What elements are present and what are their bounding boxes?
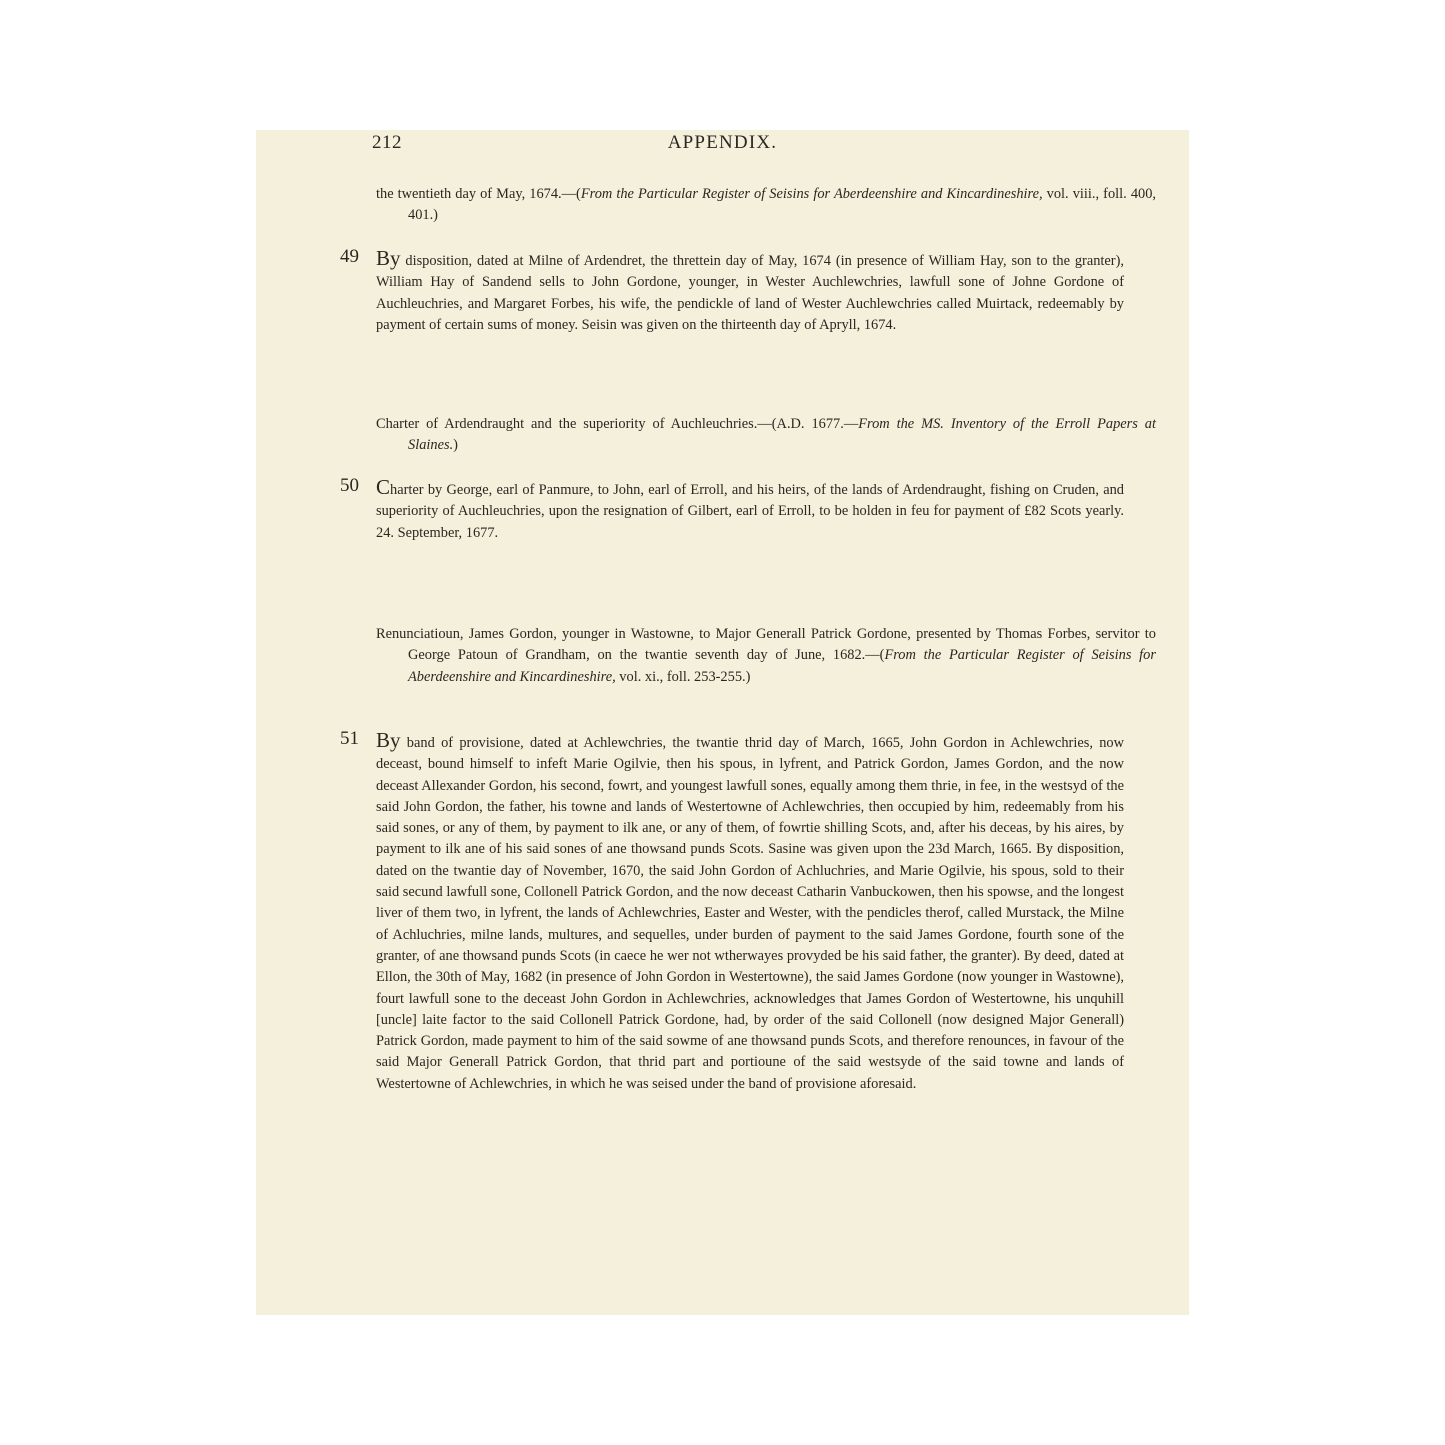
entry-50 (340, 475, 1124, 544)
entry-initial: C (376, 475, 391, 499)
entry-number: 51 (340, 728, 359, 749)
entry-number: 50 (340, 475, 359, 496)
book-page (256, 130, 1189, 1315)
running-head (256, 130, 1189, 160)
continuation-text: the twentieth day of May, 1674.—( (376, 186, 581, 202)
renunciation-heading-text: Renunciatioun, James Gordon, younger in Wastowne, to Major Generall Patrick Gordone, presented by Thomas Forbes, servitor to George Patoun of Grandham, on the twantie seventh day of June, 1682.—( (376, 626, 1156, 664)
continuation-source: From the Particular Register of Seisins for Aberdeenshire and Kincardineshire, (580, 186, 1043, 202)
charter-heading-source: From the MS. Inventory of the Erroll Papers at Slaines. (408, 416, 1156, 454)
page-number: 212 (372, 132, 402, 153)
charter-heading (376, 414, 1156, 457)
entry-text: disposition, dated at Milne of Ardendret, the threttein day of May, 1674 (in presence of William Hay, son to the granter), William Hay of Sandend sells to John Gordone, younger, in Wester Auchlewchries, lawfull sone of Johne Gordone of Auchleuchries, and Margaret Forbes, his wife, the pendickle of land of Wester Auchlewchries called Muirtack, redeemably by payment of certain sums of money. Seisin was given on the thirteenth day of Apryll, 1674. (376, 253, 1124, 333)
continuation-tail: vol. viii., foll. 400, 401.) (408, 186, 1156, 224)
renunciation-heading (376, 624, 1156, 688)
header-title: APPENDIX. (667, 132, 778, 153)
entry-text: harter by George, earl of Panmure, to John, earl of Erroll, and his heirs, of the lands of Ardendraught, fishing on Cruden, and superiority of Auchleuchries, upon the resignation of Gilbert, earl of Erroll, to be holden in feu for payment of £82 Scots yearly. 24. September, 1677. (376, 482, 1124, 541)
continuation-paragraph (376, 184, 1156, 227)
entry-51 (340, 728, 1124, 1095)
entry-text: band of provisione, dated at Achlewchries, the twantie thrid day of March, 1665, John Gordon in Achlewchries, now deceast, bound himself to infeft Marie Ogilvie, then his spous, in lyfrent, and Patrick Gordon, James Gordon, and the now deceast Allexander Gordon, his second, fowrt, and youngest lawfull sones, equally among them thrie, in fee, in the westsyd of the said John Gordon, the father, his towne and lands of Westertowne of Achlewchries, then occupied by him, redeemably from his said sones, or any of them, by payment to ilk ane, or any of them, of fowrtie shilling Scots, and, after his deceas, by his aires, by payment to ilk ane of his said sones of ane thowsand punds Scots. Sasine was given upon the 23d March, 1665. By disposition, dated on the twantie day of November, 1670, the said John Gordon of Achluchries, and Marie Ogilvie, his spous, sold to their said secund lawfull sone, Collonell Patrick Gordon, and the now deceast Catharin Vanbuckowen, then his spowse, and the longest liver of them two, in lyfrent, the lands of Achlewchries, Easter and Wester, with the pendicles therof, called Murstack, the Milne of Achluchries, milne lands, multures, and sequelles, under burden of payment to the said James Gordone, fourth sone of the granter, of ane thowsand punds Scots (in caece he wer not wtherwayes provyded be his said father, the granter). By deed, dated at Ellon, the 30th of May, 1682 (in presence of John Gordon in Westertowne), the said James Gordone (now younger in Wastowne), fourt lawfull sone to the deceast John Gordon in Achlewchries, acknowledges that James Gordon of Westertowne, his unquhill [uncle] laite factor to the said Collonell Patrick Gordone, had, by order of the said Collonell (now designed Major Generall) Patrick Gordon, made payment to him of the said sowme of ane thowsand punds Scots, and therefore renounces, in favour of the said Major Generall Patrick Gordon, that thrid part and portioune of the said westsyde of the said towne and lands of Westertowne of Achlewchries, in which he was seised under the band of provisione aforesaid. (376, 735, 1124, 1092)
entry-initial: By (376, 728, 401, 752)
charter-heading-text: Charter of Ardendraught and the superiority of Auchleuchries.—(A.D. 1677.— (376, 416, 859, 432)
entry-initial: By (376, 246, 401, 270)
charter-heading-tail: ) (453, 437, 458, 454)
renunciation-heading-tail: vol. xi., foll. 253-255.) (615, 668, 751, 685)
entry-number: 49 (340, 246, 359, 267)
renunciation-heading-source: From the Particular Register of Seisins for Aberdeenshire and Kincardineshire, (408, 647, 1156, 685)
entry-49 (340, 246, 1124, 336)
